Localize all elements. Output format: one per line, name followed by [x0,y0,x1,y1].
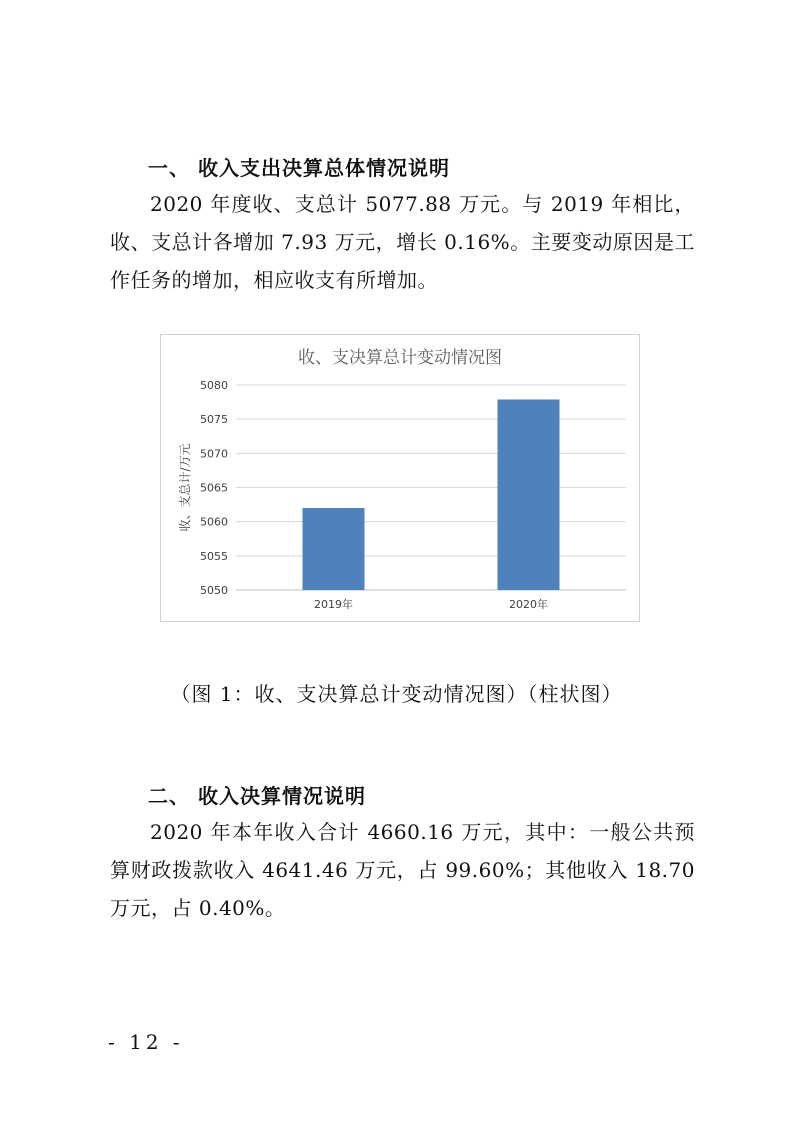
bar-2020年 [498,399,560,590]
y-axis-label: 收、支总计/万元 [178,443,192,532]
y-tick-label: 5080 [200,379,228,392]
y-tick-label: 5070 [200,447,228,461]
bar-2019年 [303,508,365,590]
y-tick-label: 5065 [200,481,228,495]
x-tick-label: 2019年 [314,598,353,611]
bars [303,399,560,590]
page-number: - 12 - [108,1030,184,1054]
y-axis-ticks [200,379,228,597]
bar-chart [161,335,639,621]
y-tick-label: 5055 [200,549,228,563]
x-tick-label: 2020年 [509,598,548,611]
section-2-paragraph: 2020 年本年收入合计 4660.16 万元，其中：一般公共预算财政拨款收入 4641.46 万元，占 99.60%；其他收入 18.70 万元，占 0.40%。 [110,820,695,920]
chart-title: 收、支决算总计变动情况图 [298,348,502,368]
y-tick-label: 5075 [200,413,228,427]
chart-container [160,334,640,622]
section-2-heading: 二、 收入决算情况说明 [148,784,366,808]
gridlines [236,385,626,590]
section-1-paragraph: 2020 年度收、支总计 5077.88 万元。与 2019 年相比，收、支总计各增加 7.93 万元，增长 0.16%。主要变动原因是工作任务的增加，相应收支有所增加。 [110,192,695,292]
x-axis-ticks [314,597,548,611]
section-1-heading: 一、 收入支出决算总体情况说明 [148,156,450,180]
figure-caption: （图 1：收、支决算总计变动情况图）（柱状图） [170,682,623,706]
y-tick-label: 5050 [200,584,228,597]
y-tick-label: 5060 [200,515,228,529]
